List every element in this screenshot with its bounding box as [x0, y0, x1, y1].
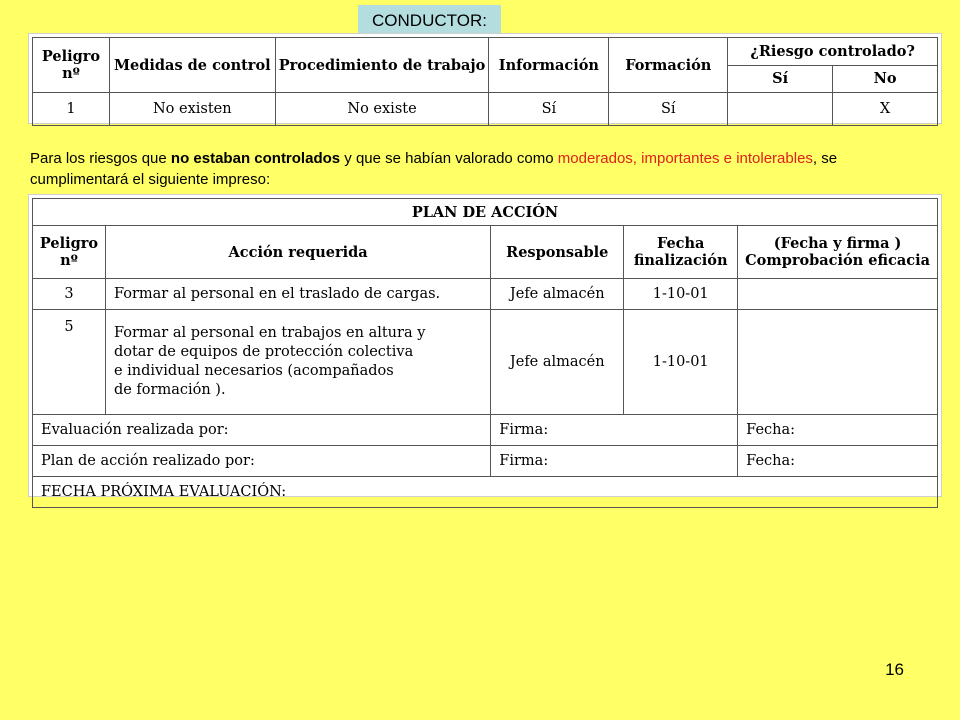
header-informacion: Información	[489, 38, 609, 93]
para-bold-text: no estaban controlados	[170, 150, 341, 167]
ap-cell-fecha: 1-10-01	[624, 310, 738, 415]
ap-header-comprobacion: (Fecha y firma ) Comprobación eficacia	[738, 226, 938, 279]
cell-si	[728, 93, 833, 126]
ap-cell-comprobacion	[738, 310, 938, 415]
ap-cell-peligro: 3	[33, 279, 106, 310]
action-plan-table	[32, 198, 938, 508]
evaluacion-label: Evaluación realizada por:	[33, 415, 491, 446]
proxima-evaluacion-label: FECHA PRÓXIMA EVALUACIÓN:	[33, 477, 938, 508]
action-plan-panel	[28, 194, 942, 500]
cell-peligro: 1	[33, 93, 110, 126]
ap-cell-accion	[105, 310, 490, 415]
firma-label: Firma:	[491, 446, 738, 477]
header-riesgo-controlado: ¿Riesgo controlado?	[728, 38, 938, 66]
conductor-label: CONDUCTOR:	[358, 5, 501, 36]
para-text-1: Para los riesgos que	[30, 150, 171, 167]
instruction-paragraph	[30, 148, 930, 190]
ap-cell-responsable: Jefe almacén	[491, 310, 624, 415]
table-row	[33, 477, 938, 508]
fecha-label: Fecha:	[738, 446, 938, 477]
cell-medidas: No existen	[109, 93, 275, 126]
accion-line: de formación ).	[113, 382, 226, 398]
table-row	[33, 93, 938, 126]
action-plan-title: PLAN DE ACCIÓN	[33, 199, 938, 226]
cell-procedimiento: No existe	[275, 93, 489, 126]
ap-header-accion: Acción requerida	[105, 226, 490, 279]
plan-label: Plan de acción realizado por:	[33, 446, 491, 477]
accion-line: dotar de equipos de protección colectiva	[113, 344, 414, 360]
para-red-text: moderados, importantes e intolerables	[557, 150, 813, 167]
table-row	[33, 279, 938, 310]
ap-cell-fecha: 1-10-01	[624, 279, 738, 310]
para-text-2: y que se habían valorado como	[340, 150, 558, 167]
table-row	[33, 415, 938, 446]
table-row	[33, 446, 938, 477]
para-text-3: , se cumplimentará el siguiente impreso:	[30, 150, 838, 188]
header-peligro: Peligro nº	[33, 38, 110, 93]
firma-label: Firma:	[491, 415, 738, 446]
header-no: No	[833, 65, 938, 93]
risk-control-table	[32, 37, 938, 126]
cell-no: X	[833, 93, 938, 126]
ap-cell-accion: Formar al personal en el traslado de cargas.	[105, 279, 490, 310]
accion-line: Formar al personal en trabajos en altura y	[113, 325, 426, 341]
ap-header-peligro: Peligro nº	[33, 226, 106, 279]
accion-line: e individual necesarios (acompañados	[113, 363, 394, 379]
header-medidas: Medidas de control	[109, 38, 275, 93]
cell-formacion: Sí	[609, 93, 728, 126]
ap-cell-responsable: Jefe almacén	[491, 279, 624, 310]
ap-header-responsable: Responsable	[491, 226, 624, 279]
cell-informacion: Sí	[489, 93, 609, 126]
ap-header-fecha: Fecha finalización	[624, 226, 738, 279]
ap-cell-comprobacion	[738, 279, 938, 310]
page-number: 16	[885, 660, 904, 679]
header-si: Sí	[728, 65, 833, 93]
header-formacion: Formación	[609, 38, 728, 93]
ap-cell-peligro: 5	[33, 310, 106, 415]
table-row	[33, 310, 938, 415]
header-procedimiento: Procedimiento de trabajo	[275, 38, 489, 93]
risk-control-table-panel	[28, 33, 942, 124]
fecha-label: Fecha:	[738, 415, 938, 446]
